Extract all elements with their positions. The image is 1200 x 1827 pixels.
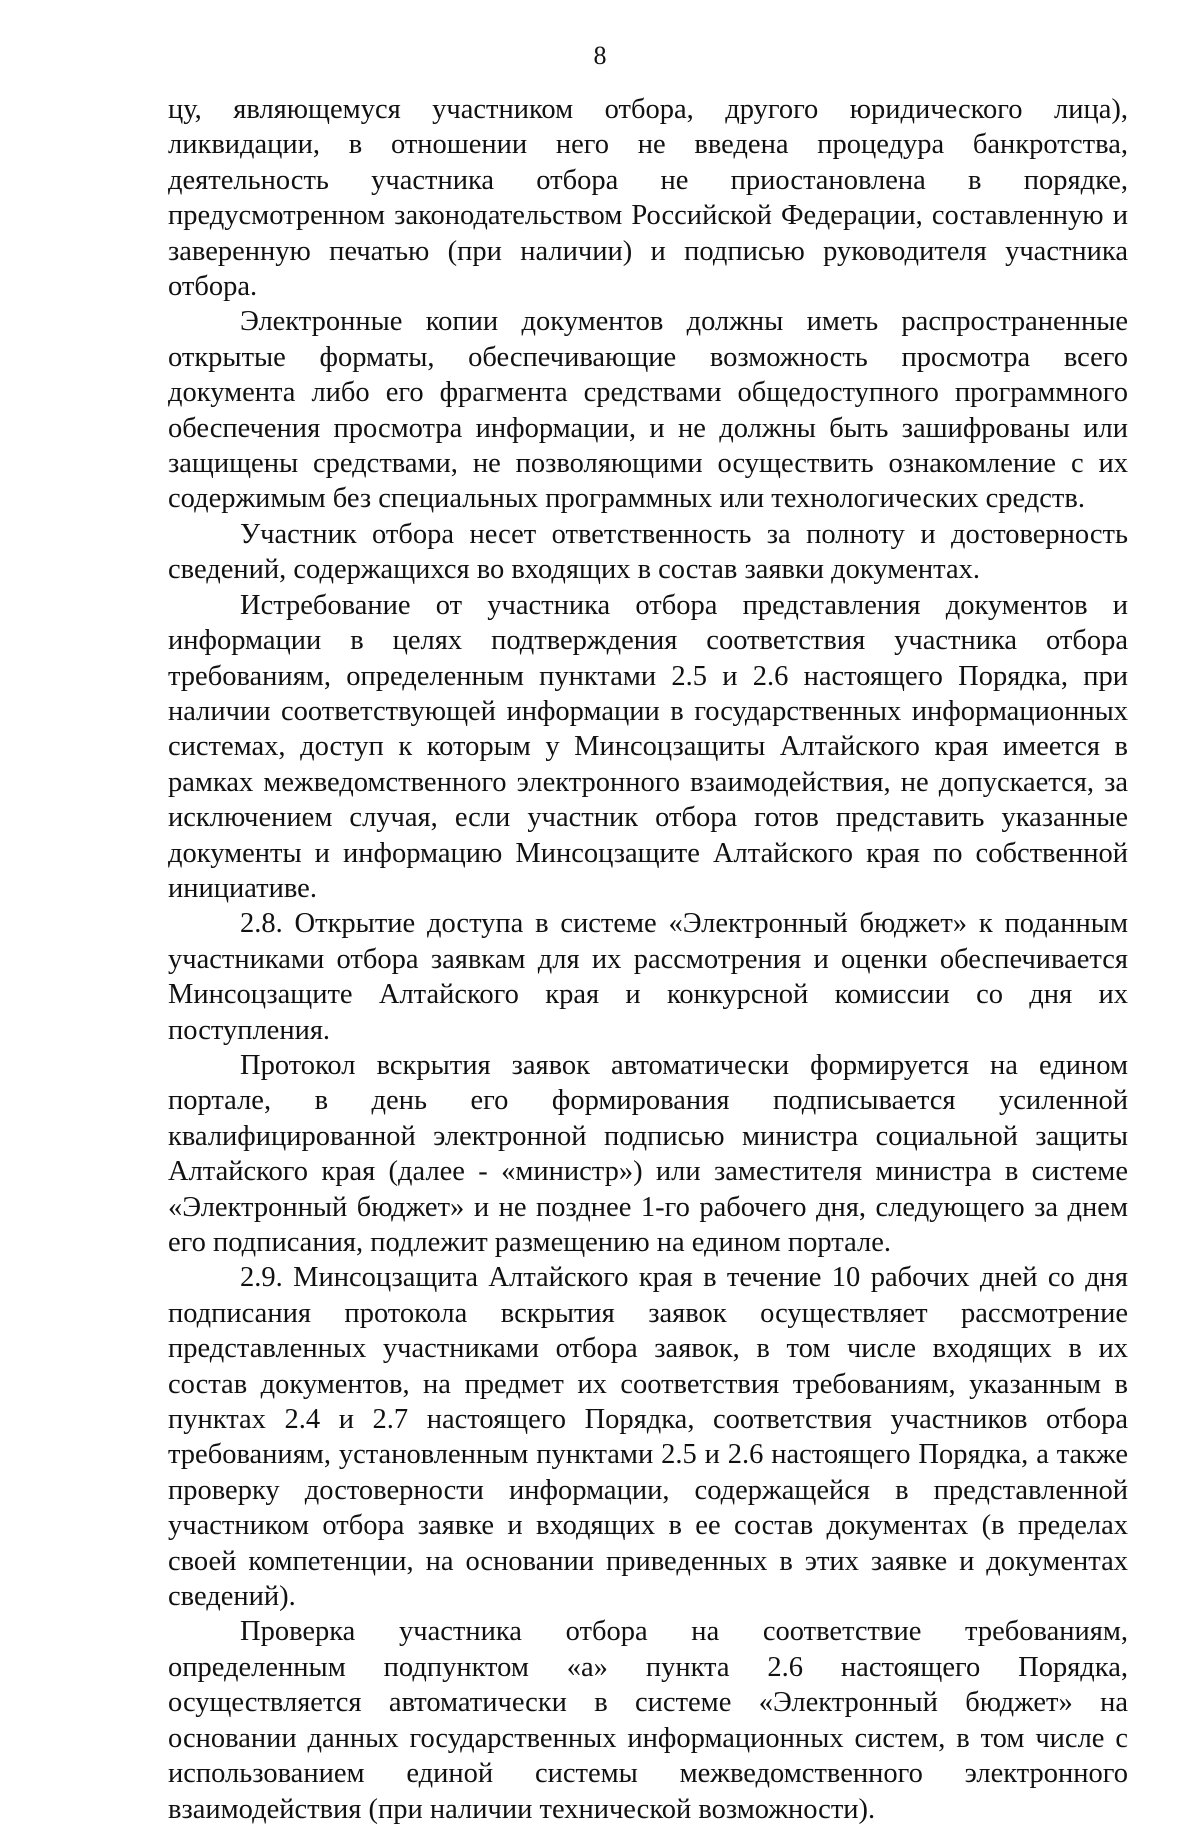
page-number: 8 <box>593 41 607 70</box>
paragraph-2-8-access: 2.8. Открытие доступа в системе «Электронный бюджет» к поданным участниками отбора заявкам для их рассмотрения и оценки обеспечивается Минсоцзащите Алтайского края и конкурсной комиссии со дня их поступления. <box>168 908 1128 1046</box>
paragraph-automatic-check: Проверка участника отбора на соответствие требованиям, определенным подпунктом «а» пункта 2.6 настоящего Порядка, осуществляется автоматически в системе «Электронный бюджет» на основании данных государственных информационных систем, в том числе с использованием единой системы межведомственного электронного взаимодействия (при наличии технической возможности). <box>168 1616 1128 1825</box>
paragraph-2-9-review: 2.9. Минсоцзащита Алтайского края в течение 10 рабочих дней со дня подписания протокола вскрытия заявок осуществляет рассмотрение представленных участниками отбора заявок, в том числе входящих в их состав документов, на предмет их соответствия требованиям, указанным в пунктах 2.4 и 2.7 настоящего Порядка, соответствия участников отбора требованиям, установленным пунктами 2.5 и 2.6 настоящего Порядка, а также проверку достоверности информации, содержащейся в представленной участником отбора заявке и входящих в ее состав документах (в пределах своей компетенции, на основании приведенных в этих заявке и документах сведений). <box>168 1262 1128 1613</box>
paragraph-continuation: цу, являющемуся участником отбора, другого юридического лица), ликвидации, в отношении него не введена процедура банкротства, деятельность участника отбора не приостановлена в порядке, предусмотренном законодательством Российской Федерации, составленную и заверенную печатью (при наличии) и подписью руководителя участника отбора. <box>168 94 1128 303</box>
paragraph-electronic-copies: Электронные копии документов должны иметь распространенные открытые форматы, обеспечивающие возможность просмотра всего документа либо его фрагмента средствами общедоступного программного обеспечения просмотра информации, и не должны быть зашифрованы или защищены средствами, не позволяющими осуществить ознакомление с их содержимым без специальных программных или технологических средств. <box>168 306 1128 515</box>
paragraph-opening-protocol: Протокол вскрытия заявок автоматически формируется на едином портале, в день его формирования подписывается усиленной квалифицированной электронной подписью министра социальной защиты Алтайского края (далее - «министр») или заместителя министра в системе «Электронный бюджет» и не позднее 1-го рабочего дня, следующего за днем его подписания, подлежит размещению на едином портале. <box>168 1049 1128 1258</box>
paragraph-document-request: Истребование от участника отбора представления документов и информации в целях подтверждения соответствия участника отбора требованиям, определенным пунктами 2.5 и 2.6 настоящего Порядка, при наличии соответствующей информации в государственных информационных системах, доступ к которым у Минсоцзащиты Алтайского края имеется в рамках межведомственного электронного взаимодействия, не допускается, за исключением случая, если участник отбора готов представить указанные документы и информацию Минсоцзащите Алтайского края по собственной инициативе. <box>168 589 1128 904</box>
document-body <box>168 92 1128 1827</box>
paragraph-responsibility: Участник отбора несет ответственность за полноту и достоверность сведений, содержащихся во входящих в состав заявки документах. <box>168 518 1128 586</box>
